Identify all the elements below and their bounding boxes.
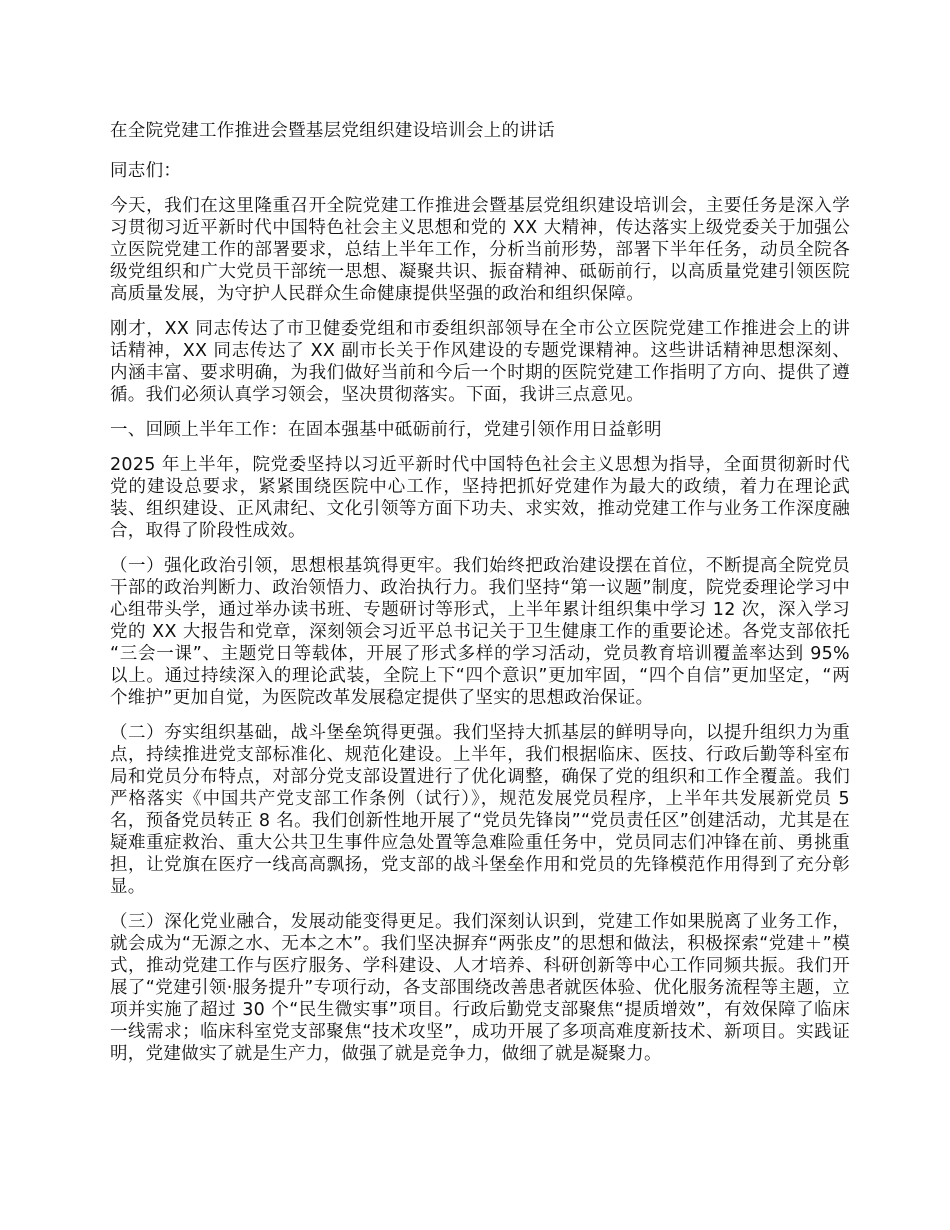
paragraph-first-half-overview: 2025 年上半年，院党委坚持以习近平新时代中国特色社会主义思想为指导，全面贯彻新时代党的建设总要求，紧紧围绕医院中心工作，坚持把抓好党建作为最大的政绩，着力在理论武装、组织建设、正风肃纪、文化引领等方面下功夫、求实效，推动党建工作与业务工作深度融合，取得了阶段性成效。	[110, 455, 850, 541]
document-title: 在全院党建工作推进会暨基层党组织建设培训会上的讲话	[110, 121, 555, 141]
paragraph-point-1-political-guidance: （一）强化政治引领，思想根基筑得更牢。我们始终把政治建设摆在首位，不断提高全院党员干部的政治判断力、政治领悟力、政治执行力。我们坚持“第一议题”制度，院党委理论学习中心组带头学，通过举办读书班、专题研讨等形式，上半年累计组织集中学习 12 次，深入学习党的 XX 大报告和党章，深刻领会习近平总书记关于卫生健康工作的重要论述。各党支部依托“三会一课”、主题党日等载体，开展了形式多样的学习活动，党员教育培训覆盖率达到 95%以上。通过持续深入的理论武装，全院上下“四个意识”更加牢固，“四个自信”更加坚定，“两个维护”更加自觉，为医院改革发展稳定提供了坚实的思想政治保证。	[110, 556, 850, 708]
salutation: 同志们：	[110, 161, 182, 181]
section-heading-review-first-half: 一、回顾上半年工作：在固本强基中砥砺前行，党建引领作用日益彰明	[110, 420, 662, 440]
paragraph-relayed-speeches: 刚才，XX 同志传达了市卫健委党组和市委组织部领导在全市公立医院党建工作推进会上的讲话精神，XX 同志传达了 XX 副市长关于作风建设的专题党课精神。这些讲话精神思想深刻、内涵丰富、要求明确，为我们做好当前和今后一个时期的医院党建工作指明了方向、提供了遵循。我们必须认真学习领会，坚决贯彻落实。下面，我讲三点意见。	[110, 319, 850, 405]
paragraph-opening: 今天，我们在这里隆重召开全院党建工作推进会暨基层党组织建设培训会，主要任务是深入学习贯彻习近平新时代中国特色社会主义思想和党的 XX 大精神，传达落实上级党委关于加强公立医院党建工作的部署要求，总结上半年工作，分析当前形势，部署下半年任务，动员全院各级党组织和广大党员干部统一思想、凝聚共识、振奋精神、砥砺前行，以高质量党建引领医院高质量发展，为守护人民群众生命健康提供坚强的政治和组织保障。	[110, 196, 850, 304]
document-content	[110, 120, 850, 1078]
paragraph-point-3-party-business-integration: （三）深化党业融合，发展动能变得更足。我们深刻认识到，党建工作如果脱离了业务工作，就会成为“无源之水、无本之木”。我们坚决摒弃“两张皮”的思想和做法，积极探索“党建＋”模式，推动党建工作与医疗服务、学科建设、人才培养、科研创新等中心工作同频共振。我们开展了“党建引领·服务提升”专项行动，各支部围绕改善患者就医体验、优化服务流程等主题，立项并实施了超过 30 个“民生微实事”项目。行政后勤党支部聚焦“提质增效”，有效保障了临床一线需求；临床科室党支部聚焦“技术攻坚”，成功开展了多项高难度新技术、新项目。实践证明，党建做实了就是生产力，做强了就是竞争力，做细了就是凝聚力。	[110, 912, 850, 1064]
paragraph-point-2-organizational-foundation: （二）夯实组织基础，战斗堡垒筑得更强。我们坚持大抓基层的鲜明导向，以提升组织力为重点，持续推进党支部标准化、规范化建设。上半年，我们根据临床、医技、行政后勤等科室布局和党员分布特点，对部分党支部设置进行了优化调整，确保了党的组织和工作全覆盖。我们严格落实《中国共产党支部工作条例（试行）》，规范发展党员程序，上半年共发展新党员 5 名，预备党员转正 8 名。我们创新性地开展了“党员先锋岗”“党员责任区”创建活动，尤其是在疑难重症救治、重大公共卫生事件应急处置等急难险重任务中，党员同志们冲锋在前、勇挑重担，让党旗在医疗一线高高飘扬，党支部的战斗堡垒作用和党员的先锋模范作用得到了充分彰显。	[110, 723, 850, 897]
